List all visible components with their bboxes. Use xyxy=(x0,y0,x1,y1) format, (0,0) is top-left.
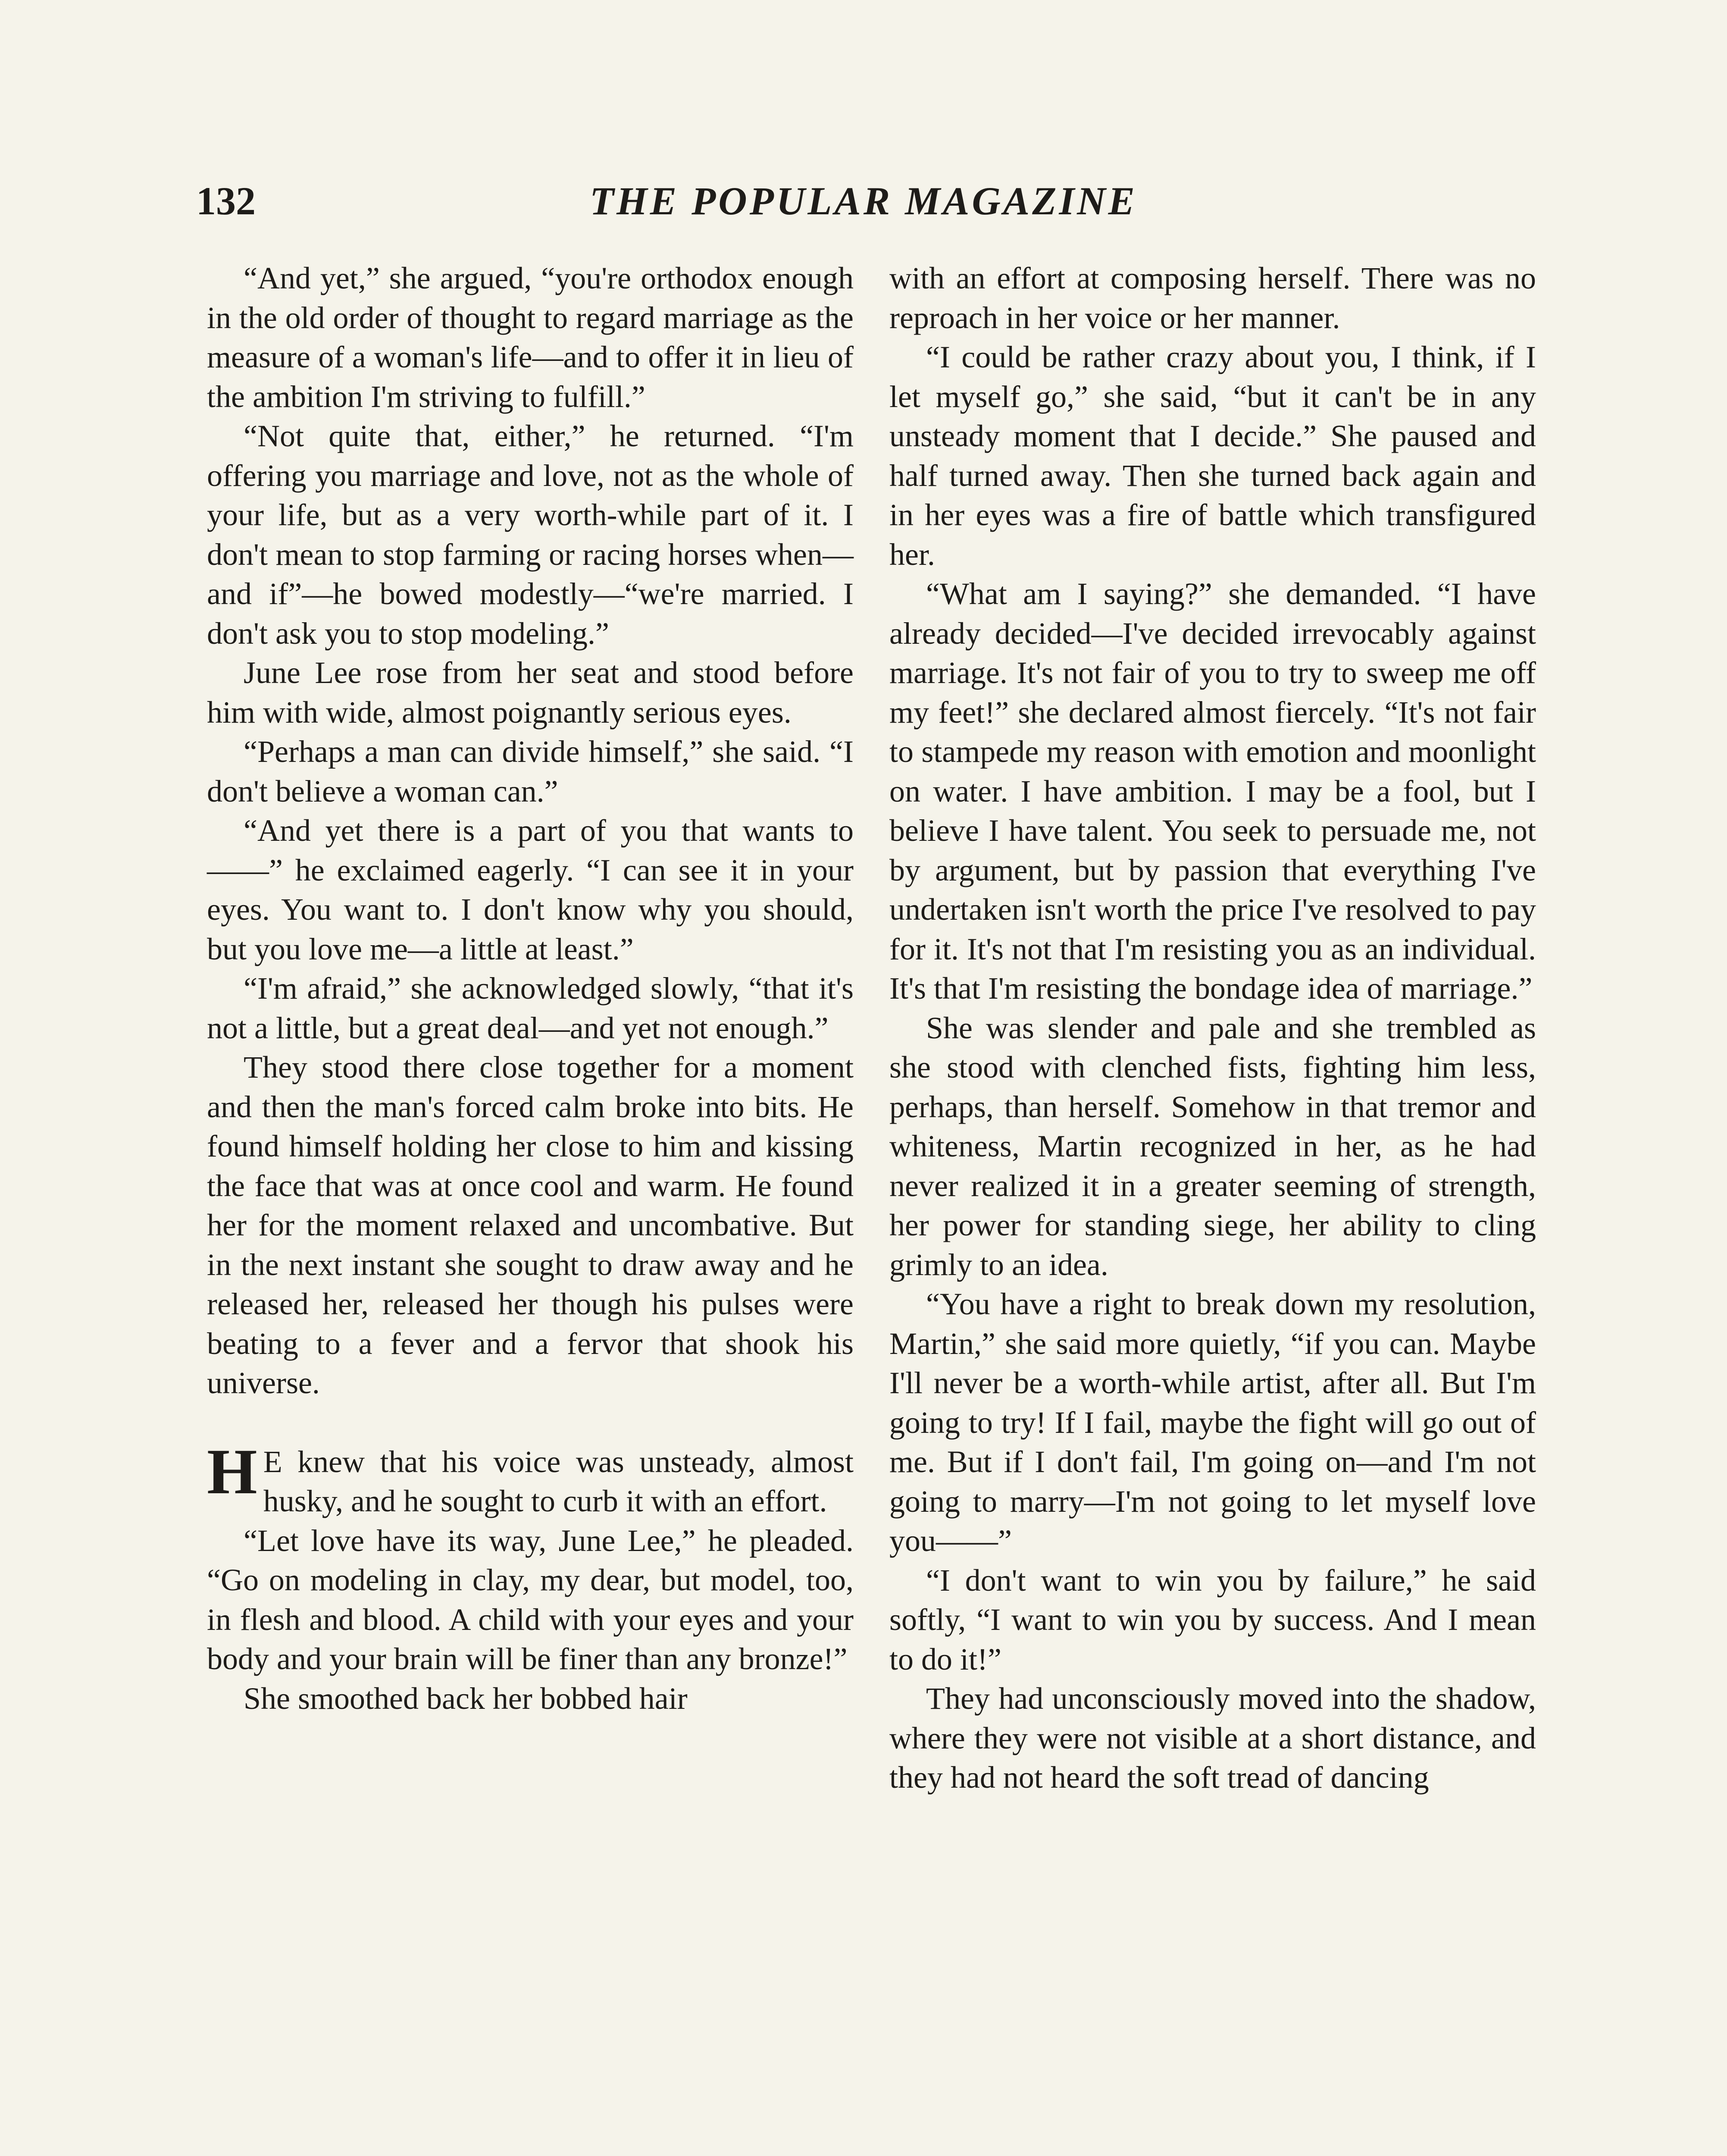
paragraph: “What am I saying?” she demanded. “I have already decided—I've decided irrevocably against marriage. It's not fair of you to try to sweep me off my feet!” she declared almost fiercely. “It's not fair to stampede my reason with emotion and moonlight on water. I have ambition. I may be a fool, but I believe I have talent. You seek to persuade me, not by argument, but by passion that everything I've undertaken isn't worth the price I've resolved to pay for it. It's not that I'm resisting you as an individual. It's that I'm resisting the bondage idea of marriage.” xyxy=(889,577,1536,1006)
running-head: THE POPULAR MAGAZINE xyxy=(589,179,1138,223)
left-column xyxy=(207,259,854,1718)
paragraph: She was slender and pale and she trembled as she stood with clenched fists, fighting him less, perhaps, than herself. Somehow in that tremor and whiteness, Martin recognized in her, as he had never realized it in a greater seeming of strength, her power for standing siege, her ability to cling grimly to an idea. xyxy=(889,1010,1536,1282)
paragraph: “I don't want to win you by failure,” he said softly, “I want to win you by success. And I mean to do it!” xyxy=(889,1563,1536,1677)
right-column xyxy=(889,259,1536,1798)
paragraph: “I'm afraid,” she acknowledged slowly, “that it's not a little, but a great deal—and yet not enough.” xyxy=(207,971,854,1045)
section-start-paragraph xyxy=(207,1435,854,1521)
paragraph-continued: with an effort at composing herself. There was no reproach in her voice or her manner. xyxy=(889,261,1536,335)
paragraph: “Perhaps a man can divide himself,” she said. “I don't believe a woman can.” xyxy=(207,734,854,808)
paragraph: “Let love have its way, June Lee,” he pleaded. “Go on modeling in clay, my dear, but model, too, in flesh and blood. A child with your eyes and your body and your brain will be finer than any bronze!” xyxy=(207,1523,854,1676)
paragraph: “Not quite that, either,” he returned. “I'm offering you marriage and love, not as the whole of your life, but as a very worth-while part of it. I don't mean to stop farming or racing horses when—and if”—he bowed modestly—“we're married. I don't ask you to stop modeling.” xyxy=(207,419,854,651)
paragraph: “And yet,” she argued, “you're orthodox enough in the old order of thought to regard marriage as the measure of a woman's life—and to offer it in lieu of the ambition I'm striving to fulfill.” xyxy=(207,261,854,414)
paragraph: She smoothed back her bobbed hair xyxy=(244,1681,688,1716)
paragraph: They stood there close together for a moment and then the man's forced calm broke into bits. He found himself holding her close to him and kissing the face that was at once cool and warm. He found her for the moment relaxed and uncombative. But in the next instant she sought to draw away and he released her, released her though his pulses were beating to a fever and a fervor that shook his universe. xyxy=(207,1050,854,1400)
paragraph: “You have a right to break down my resolution, Martin,” she said more quietly, “if you can. Maybe I'll never be a worth-while artist, after all. But I'm going to try! If I fail, maybe the fight will go out of me. But if I don't fail, I'm going on—and I'm not going to marry—I'm not going to let myself love you——” xyxy=(889,1287,1536,1558)
paragraph: June Lee rose from her seat and stood before him with wide, almost poignantly serious eyes. xyxy=(207,655,854,730)
paragraph: They had unconsciously moved into the shadow, where they were not visible at a short distance, and they had not heard the soft tread of dancing xyxy=(889,1681,1536,1795)
paragraph-text: E knew that his voice was unsteady, almost husky, and he sought to curb it with an effort. xyxy=(263,1444,854,1518)
drop-cap: H xyxy=(207,1435,257,1507)
page-number: 132 xyxy=(196,179,256,223)
paragraph: “I could be rather crazy about you, I think, if I let myself go,” she said, “but it can't be in any unsteady moment that I decide.” She paused and half turned away. Then she turned back again and in her eyes was a fire of battle which transfigured her. xyxy=(889,340,1536,572)
paragraph: “And yet there is a part of you that wants to——” he exclaimed eagerly. “I can see it in your eyes. You want to. I don't know why you should, but you love me—a little at least.” xyxy=(207,813,854,966)
